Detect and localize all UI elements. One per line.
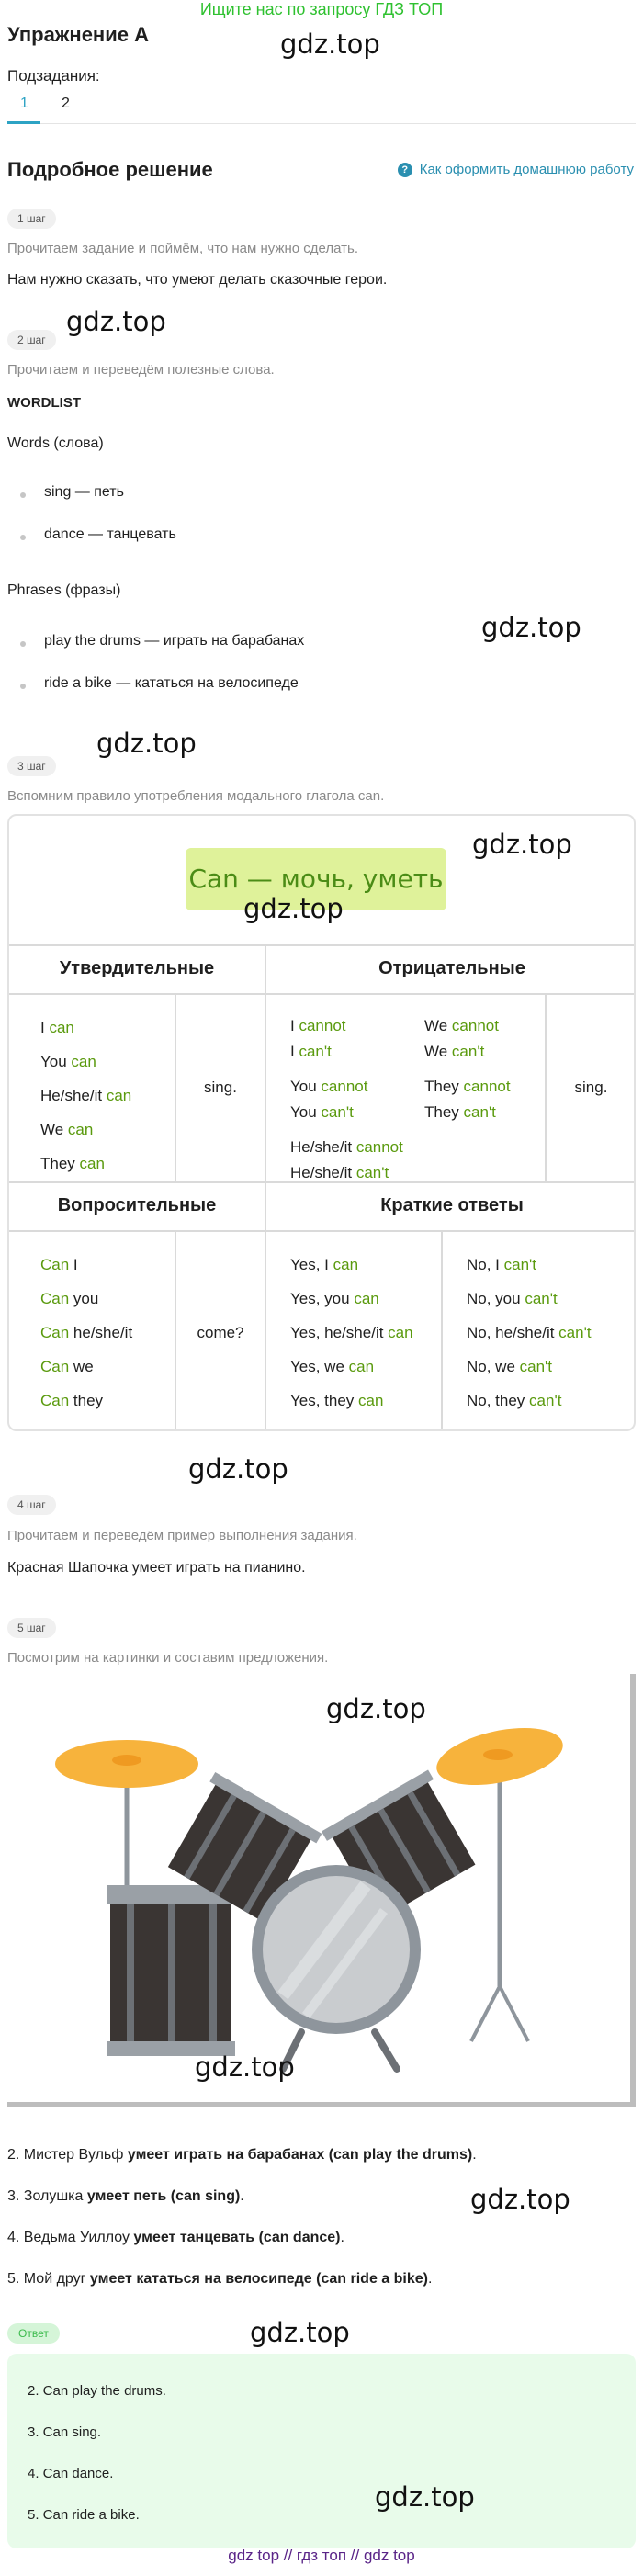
question-form xyxy=(40,1290,98,1307)
sentence-highlight: умеет играть на барабанах (can play the drums) xyxy=(127,2147,473,2163)
solution-title: Подробное решение xyxy=(7,158,213,181)
can-grammar-table xyxy=(7,814,636,1431)
modal-verb: Can xyxy=(40,1290,70,1307)
subject: Yes, you xyxy=(290,1290,355,1307)
step5-note: Посмотрим на картинки и составим предложения. xyxy=(7,1650,329,1666)
tabs-divider xyxy=(7,123,636,124)
table-line xyxy=(9,1181,636,1183)
phrase-item: ride a bike — кататься на велосипеде xyxy=(44,675,299,691)
modal-verb: cannot xyxy=(451,1017,499,1034)
watermark: gdz.top xyxy=(326,1693,426,1724)
modal-verb: can xyxy=(348,1358,375,1375)
negative-form xyxy=(424,1043,484,1060)
subject: I xyxy=(69,1256,78,1273)
sentence-text: . xyxy=(240,2188,244,2204)
modal-verb: Can xyxy=(40,1392,70,1409)
modal-verb: cannot xyxy=(299,1017,346,1034)
bullet xyxy=(20,684,26,689)
negative-form xyxy=(290,1103,354,1121)
solution-sentence xyxy=(7,2188,244,2205)
modal-verb: can xyxy=(49,1019,74,1036)
subject: You xyxy=(290,1103,322,1121)
word-item: sing — петь xyxy=(44,484,124,500)
modal-verb: Can xyxy=(40,1358,70,1375)
subject: you xyxy=(69,1290,99,1307)
step-badge-5: 5 шаг xyxy=(7,1618,56,1638)
watermark: gdz.top xyxy=(375,2481,475,2513)
negative-form xyxy=(290,1138,403,1156)
step-badge-4: 4 шаг xyxy=(7,1495,56,1515)
subject: He/she/it xyxy=(290,1138,356,1156)
subject: No, you xyxy=(467,1290,525,1307)
header-affirmative: Утвердительные xyxy=(59,958,215,978)
answer-badge: Ответ xyxy=(7,2323,60,2344)
wordlist-title: WORDLIST xyxy=(7,395,81,411)
subject: We xyxy=(40,1121,68,1138)
step2-note: Прочитаем и переведём полезные слова. xyxy=(7,362,275,378)
affirmative-form xyxy=(40,1087,131,1104)
negative-form xyxy=(290,1043,332,1060)
modal-verb: can xyxy=(388,1324,413,1341)
subject: You xyxy=(40,1053,72,1070)
affirmative-form xyxy=(40,1121,93,1138)
sentence-highlight: умеет петь (can sing) xyxy=(86,2188,241,2204)
negative-form xyxy=(290,1078,367,1095)
modal-verb: can xyxy=(79,1155,105,1172)
table-line xyxy=(9,1230,636,1232)
subject: I xyxy=(40,1019,50,1036)
short-answer-no xyxy=(467,1324,592,1341)
modal-verb: Can xyxy=(40,1256,70,1273)
modal-verb: can't xyxy=(321,1103,354,1121)
solution-sentence xyxy=(7,2271,432,2288)
step1-note: Прочитаем задание и поймём, что нам нужно сделать. xyxy=(7,241,359,256)
table-line xyxy=(265,944,266,1431)
subtask-tab-2[interactable]: 2 xyxy=(62,96,70,111)
modal-verb: can't xyxy=(463,1103,496,1121)
affirmative-form xyxy=(40,1053,96,1070)
modal-verb: can't xyxy=(558,1324,592,1341)
table-line xyxy=(9,993,636,995)
sentence-text: 4. Ведьма Уиллоу xyxy=(7,2230,134,2245)
modal-verb: can xyxy=(67,1121,94,1138)
watermark: gdz.top xyxy=(96,728,197,759)
subject: He/she/it xyxy=(290,1164,356,1181)
question-form xyxy=(40,1324,132,1341)
footer-links[interactable]: gdz top // гдз топ // gdz top xyxy=(228,2547,415,2564)
exercise-title: Упражнение A xyxy=(7,23,149,46)
phrases-title: Phrases (фразы) xyxy=(7,582,121,598)
modal-verb: can't xyxy=(525,1290,558,1307)
sentence-text: 2. Мистер Вульф xyxy=(7,2147,128,2163)
sentence-highlight: умеет кататься на велосипеде (can ride a bike) xyxy=(89,2271,428,2287)
sentence-text: 5. Мой друг xyxy=(7,2271,90,2287)
help-link-label: Как оформить домашнюю работу xyxy=(419,162,634,177)
phrase-item: play the drums — играть на барабанах xyxy=(44,633,305,649)
question-form xyxy=(40,1256,78,1273)
step4-text: Красная Шапочка умеет играть на пианино. xyxy=(7,1560,306,1576)
header-short-answers: Краткие ответы xyxy=(380,1195,524,1215)
watermark: gdz.top xyxy=(250,2317,350,2348)
short-answer-yes xyxy=(290,1358,374,1375)
sing-verb: sing. xyxy=(574,1079,608,1096)
watermark: gdz.top xyxy=(195,2051,295,2083)
step1-text: Нам нужно сказать, что умеют делать сказочные герои. xyxy=(7,272,388,288)
step3-note: Вспомним правило употребления модального глагола can. xyxy=(7,788,385,804)
watermark: gdz.top xyxy=(280,28,380,60)
negative-form xyxy=(424,1078,511,1095)
short-answer-yes xyxy=(290,1392,383,1409)
words-title: Words (слова) xyxy=(7,435,104,451)
modal-verb: can xyxy=(358,1392,384,1409)
short-answer-no xyxy=(467,1256,536,1273)
answer-line: 3. Can sing. xyxy=(28,2424,102,2440)
modal-verb: can xyxy=(106,1087,132,1104)
homework-help-link[interactable] xyxy=(398,162,634,177)
sing-verb: sing. xyxy=(204,1079,237,1096)
modal-verb: can't xyxy=(529,1392,562,1409)
subject: They xyxy=(424,1103,464,1121)
modal-verb: can't xyxy=(503,1256,537,1273)
modal-verb: can't xyxy=(299,1043,332,1060)
short-answer-no xyxy=(467,1358,552,1375)
subject: I xyxy=(290,1043,299,1060)
modal-verb: cannot xyxy=(463,1078,511,1095)
modal-verb: can't xyxy=(451,1043,485,1060)
can-definition: Can — мочь, уметь xyxy=(186,848,446,910)
sentence-text: . xyxy=(427,2271,433,2287)
negative-form xyxy=(424,1103,496,1121)
subject: Yes, he/she/it xyxy=(290,1324,389,1341)
short-answer-yes xyxy=(290,1290,379,1307)
affirmative-form xyxy=(40,1019,74,1036)
subject: we xyxy=(69,1358,94,1375)
step-badge-1: 1 шаг xyxy=(7,209,56,229)
subject: No, he/she/it xyxy=(467,1324,559,1341)
drum-kit-image xyxy=(7,1674,636,2107)
word-item: dance — танцевать xyxy=(44,526,176,542)
subject: Yes, they xyxy=(290,1392,359,1409)
modal-verb: can't xyxy=(519,1358,553,1375)
subject: You xyxy=(290,1078,322,1095)
short-answer-no xyxy=(467,1290,558,1307)
bullet xyxy=(20,641,26,647)
short-answer-yes xyxy=(290,1256,358,1273)
subject: They xyxy=(40,1155,80,1172)
active-tab-indicator xyxy=(7,121,40,124)
answer-line: 5. Can ride a bike. xyxy=(28,2507,140,2523)
subject: We xyxy=(424,1017,452,1034)
sentence-text: . xyxy=(340,2230,344,2245)
watermark: gdz.top xyxy=(470,2184,570,2215)
solution-sentence xyxy=(7,2147,477,2164)
subject: Yes, I xyxy=(290,1256,333,1273)
sentence-text: . xyxy=(472,2147,477,2163)
modal-verb: can xyxy=(333,1256,359,1273)
answer-line: 2. Can play the drums. xyxy=(28,2383,166,2399)
sentence-text: 3. Золушка xyxy=(7,2188,87,2204)
modal-verb: Can xyxy=(40,1324,70,1341)
modal-verb: can xyxy=(354,1290,379,1307)
subject: He/she/it xyxy=(40,1087,107,1104)
drum-kit-illustration xyxy=(7,1674,636,2107)
watermark: gdz.top xyxy=(66,306,166,337)
come-verb: come? xyxy=(197,1324,244,1341)
negative-form xyxy=(290,1164,389,1181)
question-form xyxy=(40,1392,103,1409)
subject: he/she/it xyxy=(69,1324,133,1341)
question-icon: ? xyxy=(398,163,412,177)
subject: They xyxy=(424,1078,464,1095)
table-line xyxy=(441,1230,443,1431)
bullet xyxy=(20,492,26,498)
negative-form xyxy=(424,1017,499,1034)
step-badge-3: 3 шаг xyxy=(7,756,56,776)
step4-note: Прочитаем и переведём пример выполнения задания. xyxy=(7,1528,357,1543)
question-form xyxy=(40,1358,94,1375)
watermark: gdz.top xyxy=(243,893,344,924)
modal-verb: can't xyxy=(355,1164,389,1181)
subject: Yes, we xyxy=(290,1358,349,1375)
subject: No, we xyxy=(467,1358,520,1375)
watermark: gdz.top xyxy=(188,1453,288,1485)
answer-line: 4. Can dance. xyxy=(28,2466,114,2481)
table-line xyxy=(9,944,636,946)
solution-sentence xyxy=(7,2230,344,2246)
search-banner: Ищите нас по запросу ГДЗ ТОП xyxy=(199,0,444,18)
bullet xyxy=(20,535,26,540)
subtasks-label: Подзадания: xyxy=(7,67,100,85)
affirmative-form xyxy=(40,1155,105,1172)
short-answer-yes xyxy=(290,1324,413,1341)
modal-verb: cannot xyxy=(355,1138,403,1156)
subject: We xyxy=(424,1043,452,1060)
subject: I xyxy=(290,1017,299,1034)
subtask-tab-1[interactable]: 1 xyxy=(20,96,28,111)
subject: they xyxy=(69,1392,104,1409)
header-negative: Отрицательные xyxy=(378,958,525,978)
sentence-highlight: умеет танцевать (can dance) xyxy=(133,2230,341,2245)
step-badge-2: 2 шаг xyxy=(7,330,56,350)
negative-form xyxy=(290,1017,346,1034)
subject: No, I xyxy=(467,1256,504,1273)
short-answer-no xyxy=(467,1392,561,1409)
modal-verb: cannot xyxy=(321,1078,368,1095)
subject: No, they xyxy=(467,1392,530,1409)
watermark: gdz.top xyxy=(472,829,572,860)
watermark: gdz.top xyxy=(481,612,581,643)
header-questions: Вопросительные xyxy=(57,1195,217,1215)
modal-verb: can xyxy=(71,1053,96,1070)
